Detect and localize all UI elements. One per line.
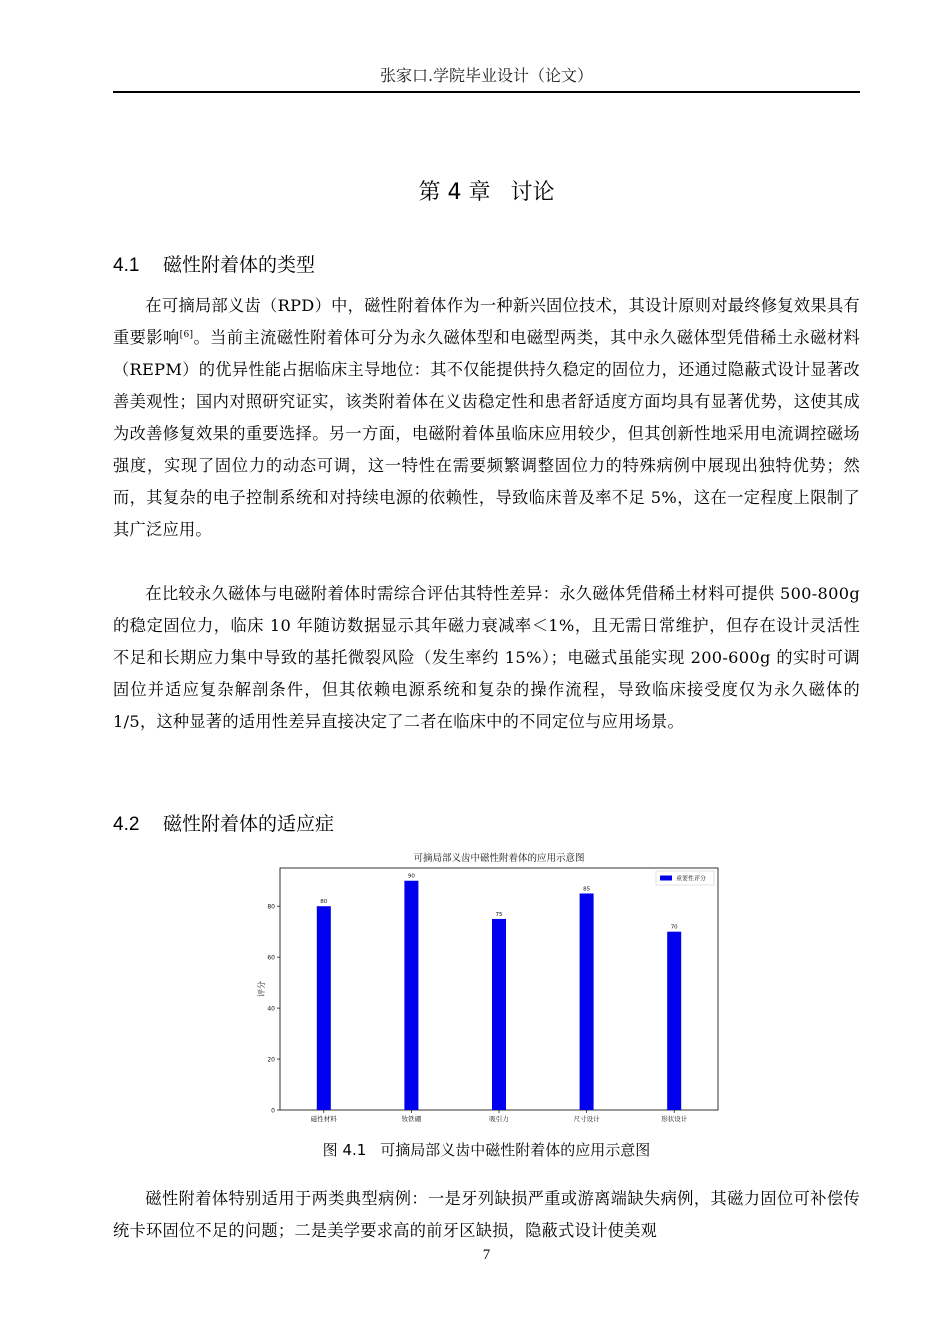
y-tick-label-2: 40 bbox=[267, 1005, 275, 1013]
x-tick-label-0: 磁性材料 bbox=[310, 1115, 337, 1123]
bar-value-label-1: 90 bbox=[407, 873, 415, 880]
legend-label: 重要性评分 bbox=[676, 875, 707, 883]
chapter-title bbox=[113, 178, 860, 208]
x-tick-label-1: 钕铁硼 bbox=[401, 1115, 422, 1123]
x-tick-label-2: 吸引力 bbox=[489, 1115, 509, 1123]
bar-4 bbox=[667, 932, 681, 1110]
chapter-number: 第 4 章 bbox=[418, 180, 491, 205]
section-number: 4.2 bbox=[113, 814, 140, 835]
bar-chart bbox=[250, 848, 722, 1130]
citation-ref: [6] bbox=[179, 330, 194, 340]
bar-3 bbox=[580, 893, 594, 1110]
section-title: 磁性附着体的类型 bbox=[163, 254, 316, 276]
section-number: 4.1 bbox=[113, 255, 140, 276]
section-heading-4-2 bbox=[113, 811, 334, 838]
y-axis-label: 评分 bbox=[257, 981, 266, 997]
y-tick-label-0: 0 bbox=[271, 1107, 275, 1115]
figure-caption bbox=[113, 1137, 860, 1163]
figure-caption-text: 可摘局部义齿中磁性附着体的应用示意图 bbox=[380, 1141, 651, 1159]
section-heading-4-1 bbox=[113, 252, 315, 279]
chapter-name: 讨论 bbox=[510, 180, 555, 205]
bar-value-label-4: 70 bbox=[670, 924, 678, 931]
chart-title: 可摘局部义齿中磁性附着体的应用示意图 bbox=[413, 853, 585, 864]
header-rule bbox=[113, 91, 860, 93]
x-tick-label-3: 尺寸设计 bbox=[573, 1115, 600, 1123]
bar-1 bbox=[404, 881, 418, 1110]
paragraph-3: 磁性附着体特别适用于两类典型病例：一是牙列缺损严重或游离端缺失病例，其磁力固位可补偿传统卡环固位不足的问题；二是美学要求高的前牙区缺损，隐蔽式设计使美观 bbox=[113, 1189, 860, 1240]
bar-2 bbox=[492, 919, 506, 1110]
bar-chart-svg bbox=[250, 848, 722, 1130]
running-header: 张家口.学院毕业设计（论文） bbox=[379, 66, 594, 85]
figure-number: 图 4.1 bbox=[322, 1141, 367, 1159]
paragraph-1-text-a: 在可摘局部义齿（RPD）中，磁性附着体作为一种新兴固位技术，其设计原则对最终修复效果具有重要影响 bbox=[113, 296, 860, 347]
x-tick-label-4: 形状设计 bbox=[661, 1115, 688, 1123]
bar-value-label-2: 75 bbox=[495, 911, 503, 918]
section-title: 磁性附着体的适应症 bbox=[163, 813, 335, 835]
bar-0 bbox=[317, 906, 331, 1110]
legend-swatch bbox=[660, 876, 672, 881]
paragraph-2: 在比较永久磁体与电磁附着体时需综合评估其特性差异：永久磁体凭借稀土材料可提供 500-800g 的稳定固位力，临床 10 年随访数据显示其年磁力衰减率＜1%，且无需日常维护，但存在设计灵活性不足和长期应力集中导致的基托微裂风险（发生率约 15%）；电磁式虽能实现 200-600g 的实时可调固位并适应复杂解剖条件，但其依赖电源系统和复杂的操作流程，导致临床接受度仅为永久磁体的 1/5，这种显著的适用性差异直接决定了二者在临床中的不同定位与应用场景。 bbox=[113, 584, 860, 731]
bar-value-label-0: 80 bbox=[320, 899, 328, 906]
y-tick-label-1: 20 bbox=[267, 1056, 275, 1064]
page-number: 7 bbox=[482, 1247, 491, 1263]
y-tick-label-4: 80 bbox=[267, 903, 275, 911]
paragraph-1-text-b: 。当前主流磁性附着体可分为永久磁体型和电磁型两类，其中永久磁体型凭借稀土永磁材料（REPM）的优异性能占据临床主导地位：其不仅能提供持久稳定的固位力，还通过隐蔽式设计显著改善美观性；国内对照研究证实，该类附着体在义齿稳定性和患者舒适度方面均具有显著优势，这使其成为改善修复效果的重要选择。另一方面，电磁附着体虽临床应用较少，但其创新性地采用电流调控磁场强度，实现了固位力的动态可调，这一特性在需要频繁调整固位力的特殊病例中展现出独特优势；然而，其复杂的电子控制系统和对持续电源的依赖性，导致临床普及率不足 5%，这在一定程度上限制了其广泛应用。 bbox=[113, 328, 860, 539]
paragraph-1 bbox=[113, 290, 860, 546]
bar-value-label-3: 85 bbox=[583, 886, 591, 893]
y-tick-label-3: 60 bbox=[267, 954, 275, 962]
